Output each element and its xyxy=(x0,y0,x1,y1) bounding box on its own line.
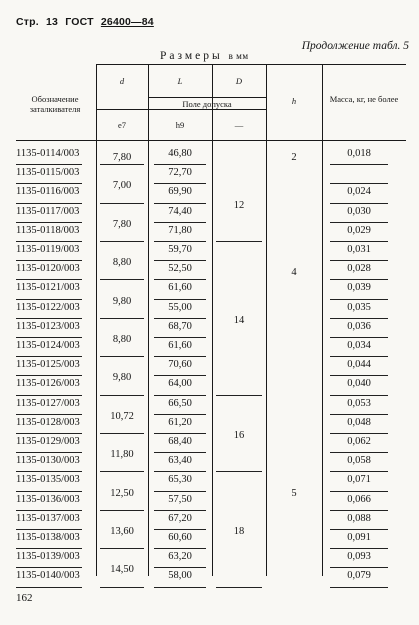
row-designation-rule xyxy=(16,433,82,434)
dimensions-title xyxy=(160,50,249,62)
row-l-rule xyxy=(154,318,206,319)
row-mass-rule xyxy=(330,299,388,300)
row-l-rule xyxy=(154,452,206,453)
dd-value: 14 xyxy=(233,314,245,326)
h-value: 4 xyxy=(291,267,297,279)
row-designation-rule xyxy=(16,529,82,530)
row-l-value: 72,70 xyxy=(168,167,192,179)
row-l-rule xyxy=(154,356,206,357)
row-mass-value: 0,044 xyxy=(347,359,371,371)
row-l-rule xyxy=(154,567,206,568)
d-group-rule xyxy=(100,164,144,165)
row-l-rule xyxy=(154,222,206,223)
d-group-rule xyxy=(100,587,144,588)
tolerance-bottom-rule xyxy=(96,109,266,110)
row-designation: 1135-0118/003 xyxy=(16,224,80,236)
row-designation-rule xyxy=(16,260,82,261)
row-l-value: 65,30 xyxy=(168,474,192,486)
d-value: 13,60 xyxy=(110,526,134,537)
row-designation: 1135-0117/003 xyxy=(16,205,80,217)
row-designation-rule xyxy=(16,318,82,319)
row-mass-value: 0,040 xyxy=(347,378,371,390)
row-mass-rule xyxy=(330,375,388,376)
header-designation: Обозначение заталкивателя xyxy=(29,94,81,114)
row-mass-value: 0,093 xyxy=(347,551,371,563)
row-designation-rule xyxy=(16,164,82,165)
row-l-rule xyxy=(154,279,206,280)
row-designation: 1135-0127/003 xyxy=(16,397,80,409)
row-mass-rule xyxy=(330,433,388,434)
row-mass-rule xyxy=(330,414,388,415)
row-l-value: 63,40 xyxy=(168,455,192,467)
row-mass-rule xyxy=(330,567,388,568)
row-mass-rule xyxy=(330,356,388,357)
row-mass-value: 0,048 xyxy=(347,416,371,428)
header-d: d xyxy=(119,76,125,86)
row-mass-value: 0,034 xyxy=(347,340,371,351)
row-l-rule xyxy=(154,260,206,261)
d-group-rule xyxy=(100,395,144,396)
row-mass-rule xyxy=(330,395,388,396)
row-designation-rule xyxy=(16,356,82,357)
dd-group-rule xyxy=(216,587,262,588)
header-l: L xyxy=(177,76,183,86)
row-l-value: 70,60 xyxy=(168,359,192,371)
row-mass-rule xyxy=(330,203,388,204)
row-l-value: 67,20 xyxy=(168,512,192,524)
row-mass-value: 0,088 xyxy=(347,512,371,524)
row-l-value: 57,50 xyxy=(168,493,192,505)
row-designation: 1135-0116/003 xyxy=(16,186,80,198)
row-mass-value: 0,029 xyxy=(347,224,371,236)
row-l-value: 46,80 xyxy=(168,148,192,159)
d-value: 11,80 xyxy=(110,449,134,461)
dd-value: 18 xyxy=(233,526,245,537)
row-l-value: 55,00 xyxy=(168,301,192,313)
row-designation: 1135-0120/003 xyxy=(16,263,80,275)
row-l-rule xyxy=(154,241,206,242)
row-designation: 1135-0122/003 xyxy=(16,301,80,313)
row-l-value: 68,40 xyxy=(168,436,192,447)
row-designation-rule xyxy=(16,548,82,549)
h-value: 5 xyxy=(291,487,297,499)
row-designation-rule xyxy=(16,375,82,376)
row-designation-rule xyxy=(16,491,82,492)
header-tol-dd: — xyxy=(234,120,244,130)
row-mass-value: 0,079 xyxy=(347,570,371,582)
row-l-rule xyxy=(154,587,206,588)
row-designation-rule xyxy=(16,241,82,242)
row-mass-rule xyxy=(330,183,388,184)
row-mass-value: 0,028 xyxy=(347,263,371,275)
row-designation: 1135-0123/003 xyxy=(16,320,80,332)
table-top-border xyxy=(96,64,406,65)
row-designation-rule xyxy=(16,337,82,338)
d-value: 10,72 xyxy=(110,410,134,422)
row-designation: 1135-0138/003 xyxy=(16,532,80,543)
row-designation-rule xyxy=(16,395,82,396)
row-mass-rule xyxy=(330,529,388,530)
row-l-rule xyxy=(154,433,206,434)
row-designation: 1135-0126/003 xyxy=(16,378,80,390)
row-l-rule xyxy=(154,164,206,165)
dd-group-rule xyxy=(216,395,262,396)
row-mass-value: 0,030 xyxy=(347,205,371,217)
row-l-value: 71,80 xyxy=(168,224,192,236)
row-designation: 1135-0124/003 xyxy=(16,340,80,351)
row-mass-value: 0,035 xyxy=(347,301,371,313)
page-no: 13 xyxy=(45,16,59,28)
row-designation-rule xyxy=(16,299,82,300)
row-mass-value: 0,039 xyxy=(347,282,371,294)
row-mass-rule xyxy=(330,491,388,492)
d-group-rule xyxy=(100,433,144,434)
d-group-rule xyxy=(100,548,144,549)
header-h: h xyxy=(291,96,297,106)
row-mass-rule xyxy=(330,548,388,549)
d-group-rule xyxy=(100,356,144,357)
row-l-rule xyxy=(154,510,206,511)
row-mass-rule xyxy=(330,164,388,165)
row-l-value: 58,00 xyxy=(168,570,192,582)
dimensions-title-text: Размеры xyxy=(160,50,223,62)
row-l-value: 68,70 xyxy=(168,320,192,332)
d-group-rule xyxy=(100,203,144,204)
row-mass-rule xyxy=(330,222,388,223)
row-mass-value: 0,024 xyxy=(347,186,371,198)
row-l-rule xyxy=(154,471,206,472)
row-designation-rule xyxy=(16,510,82,511)
row-designation-rule xyxy=(16,414,82,415)
d-value: 7,80 xyxy=(112,151,132,163)
row-l-rule xyxy=(154,203,206,204)
d-value: 7,00 xyxy=(112,180,132,192)
row-mass-rule xyxy=(330,471,388,472)
row-mass-rule xyxy=(330,241,388,242)
row-l-value: 61,60 xyxy=(168,340,192,351)
row-mass-value: 0,066 xyxy=(347,493,371,505)
header-tolerance-field: Поле допуска xyxy=(182,99,232,109)
header-dd: D xyxy=(235,76,243,86)
dd-value: 12 xyxy=(233,199,245,211)
page-number: 162 xyxy=(16,592,33,604)
row-mass-rule xyxy=(330,510,388,511)
col-divider-mass xyxy=(322,64,323,576)
page-header xyxy=(16,16,158,28)
row-l-rule xyxy=(154,375,206,376)
row-l-value: 64,00 xyxy=(168,378,192,390)
standard-code: 26400—84 xyxy=(100,16,154,28)
d-value: 7,80 xyxy=(112,218,132,230)
row-designation: 1135-0114/003 xyxy=(16,148,80,159)
row-mass-rule xyxy=(330,587,388,588)
d-group-rule xyxy=(100,279,144,280)
row-mass-rule xyxy=(330,260,388,261)
row-designation: 1135-0130/003 xyxy=(16,455,80,467)
h-value: 2 xyxy=(291,151,297,163)
header-mass: Масса, кг, не более xyxy=(329,94,399,104)
row-designation-rule xyxy=(16,587,82,588)
row-mass-value: 0,018 xyxy=(347,148,371,159)
d-group-rule xyxy=(100,241,144,242)
row-mass-rule xyxy=(330,318,388,319)
row-designation: 1135-0119/003 xyxy=(16,244,80,255)
row-designation: 1135-0125/003 xyxy=(16,359,80,371)
row-designation-rule xyxy=(16,279,82,280)
row-l-rule xyxy=(154,395,206,396)
d-value: 9,80 xyxy=(112,295,132,307)
d-value: 8,80 xyxy=(112,334,132,345)
row-mass-rule xyxy=(330,452,388,453)
row-mass-value: 0,036 xyxy=(347,320,371,332)
d-value: 8,80 xyxy=(112,257,132,269)
standard-name: ГОСТ xyxy=(65,16,94,28)
dd-group-rule xyxy=(216,471,262,472)
d-value: 12,50 xyxy=(110,487,134,499)
header-bottom-border xyxy=(16,140,406,141)
row-l-rule xyxy=(154,548,206,549)
row-designation: 1135-0137/003 xyxy=(16,512,80,524)
row-designation: 1135-0140/003 xyxy=(16,570,80,582)
row-designation: 1135-0129/003 xyxy=(16,436,80,447)
header-tol-l: h9 xyxy=(175,120,185,130)
row-l-value: 74,40 xyxy=(168,205,192,217)
d-group-rule xyxy=(100,318,144,319)
header-tol-d: е7 xyxy=(117,120,127,130)
row-designation: 1135-0136/003 xyxy=(16,493,80,505)
row-l-value: 59,70 xyxy=(168,244,192,255)
row-l-value: 52,50 xyxy=(168,263,192,275)
row-l-rule xyxy=(154,337,206,338)
row-designation-rule xyxy=(16,471,82,472)
row-designation-rule xyxy=(16,452,82,453)
row-mass-value: 0,058 xyxy=(347,455,371,467)
row-l-value: 61,60 xyxy=(168,282,192,294)
d-group-rule xyxy=(100,510,144,511)
row-mass-rule xyxy=(330,279,388,280)
row-designation-rule xyxy=(16,183,82,184)
row-l-value: 61,20 xyxy=(168,416,192,428)
row-l-rule xyxy=(154,183,206,184)
tolerance-top-rule xyxy=(148,97,266,98)
row-mass-value: 0,053 xyxy=(347,397,371,409)
row-mass-value: 0,071 xyxy=(347,474,371,486)
row-l-rule xyxy=(154,491,206,492)
row-designation: 1135-0121/003 xyxy=(16,282,80,294)
row-designation: 1135-0115/003 xyxy=(16,167,80,179)
row-l-value: 66,50 xyxy=(168,397,192,409)
table-continuation-label: Продолжение табл. 5 xyxy=(301,40,409,52)
row-mass-rule xyxy=(330,337,388,338)
dd-group-rule xyxy=(216,241,262,242)
row-designation-rule xyxy=(16,567,82,568)
row-designation-rule xyxy=(16,222,82,223)
row-designation-rule xyxy=(16,203,82,204)
d-group-rule xyxy=(100,471,144,472)
row-l-value: 69,90 xyxy=(168,186,192,198)
dimensions-units: в мм xyxy=(228,51,249,61)
row-l-rule xyxy=(154,529,206,530)
page-label: Стр. xyxy=(16,16,39,28)
row-l-rule xyxy=(154,414,206,415)
row-mass-value: 0,091 xyxy=(347,532,371,543)
row-mass-value: 0,062 xyxy=(347,436,371,447)
row-l-value: 60,60 xyxy=(168,532,192,543)
row-mass-value: 0,031 xyxy=(347,244,371,255)
d-value: 14,50 xyxy=(110,564,134,576)
row-designation: 1135-0128/003 xyxy=(16,416,80,428)
row-l-value: 63,20 xyxy=(168,551,192,563)
dd-value: 16 xyxy=(233,430,245,441)
d-value: 9,80 xyxy=(112,372,132,384)
row-designation: 1135-0135/003 xyxy=(16,474,80,486)
col-divider-l xyxy=(148,64,149,576)
row-designation: 1135-0139/003 xyxy=(16,551,80,563)
row-l-rule xyxy=(154,299,206,300)
